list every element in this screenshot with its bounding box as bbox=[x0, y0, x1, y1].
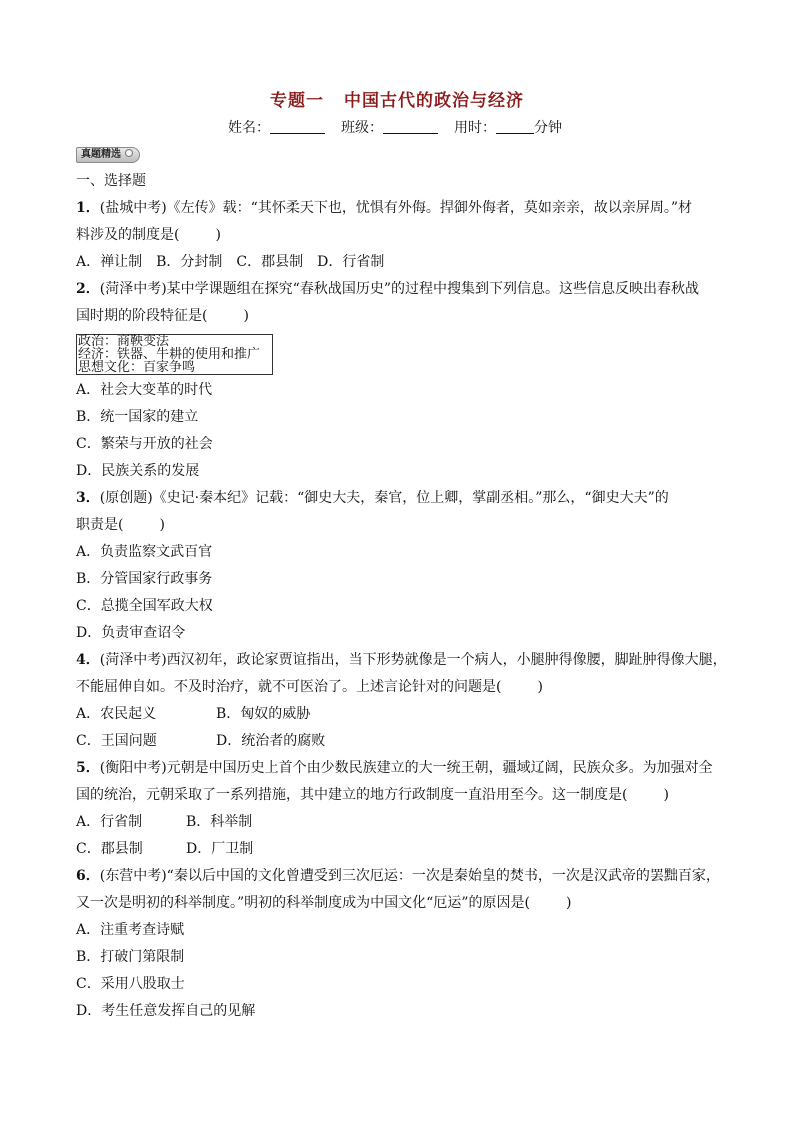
title-topic-number: 专题一 bbox=[270, 91, 324, 111]
question-text: ) bbox=[159, 517, 165, 533]
question-number: 4． bbox=[76, 652, 100, 668]
question-2 bbox=[76, 276, 726, 485]
time-blank[interactable] bbox=[496, 119, 534, 134]
question-text: (菏泽中考)某中学课题组在探究“春秋战国历史”的过程中搜集到下列信息。这些信息反映出春秋战 bbox=[99, 281, 699, 297]
question-text: 又一次是明初的科举制度。”明初的科举制度成为中国文化“厄运”的原因是( bbox=[76, 895, 530, 911]
option-c: C．采用八股取士 bbox=[76, 976, 185, 992]
question-text: (东营中考)“秦以后中国的文化曾遭受到三次厄运：一次是秦始皇的焚书，一次是汉武帝的罢黜百家， bbox=[99, 868, 720, 884]
option-row: A．禅让制 B．分封制 C．郡县制 D．行省制 bbox=[76, 254, 385, 270]
option-d: D．民族关系的发展 bbox=[76, 463, 200, 479]
question-number: 3． bbox=[76, 490, 100, 506]
question-number: 5． bbox=[76, 760, 100, 776]
info-box-line: 经济：铁器、牛耕的使用和推广 bbox=[78, 347, 261, 362]
question-text: (盐城中考)《左传》载：“其怀柔天下也，忧惧有外侮。捍御外侮者，莫如亲亲，故以亲屏周。”材 bbox=[99, 200, 692, 216]
class-blank[interactable] bbox=[383, 119, 438, 134]
badge-circle-icon bbox=[125, 149, 133, 157]
question-5 bbox=[76, 755, 726, 863]
question-number: 2． bbox=[76, 281, 100, 297]
option-d: D．考生任意发挥自己的见解 bbox=[76, 1003, 256, 1019]
question-text: 职责是( bbox=[76, 517, 124, 533]
option-b: B．打破门第限制 bbox=[76, 949, 185, 965]
question-text: ) bbox=[243, 308, 249, 324]
student-info-line bbox=[228, 117, 562, 137]
section-heading: 一、选择题 bbox=[76, 173, 146, 189]
option-a: A．农民起义 bbox=[76, 706, 157, 722]
question-text: (原创题)《史记·秦本纪》记载：“御史大夫，秦官，位上卿，掌副丞相。”那么，“御史大夫”的 bbox=[99, 490, 669, 506]
class-label: 班级： bbox=[341, 120, 383, 136]
question-text: (菏泽中考)西汉初年，政论家贾谊指出，当下形势就像是一个病人，小腿肿得像腰，脚趾肿得像大腿， bbox=[99, 652, 727, 668]
option-d: D．统治者的腐败 bbox=[216, 733, 326, 749]
name-label: 姓名： bbox=[228, 120, 270, 136]
info-box bbox=[76, 334, 273, 375]
option-d: D．厂卫制 bbox=[186, 841, 254, 857]
option-c: C．郡县制 bbox=[76, 841, 143, 857]
section-badge bbox=[76, 147, 140, 163]
question-1 bbox=[76, 195, 726, 276]
option-a: A．负责监察文武百官 bbox=[76, 544, 213, 560]
question-text: (衡阳中考)元朝是中国历史上首个由少数民族建立的大一统王朝，疆域辽阔，民族众多。为加强对全 bbox=[99, 760, 713, 776]
question-text: ) bbox=[537, 679, 543, 695]
question-text: 国的统治，元朝采取了一系列措施，其中建立的地方行政制度一直沿用至今。这一制度是( bbox=[76, 787, 628, 803]
option-a: A．注重考查诗赋 bbox=[76, 922, 185, 938]
question-text: ) bbox=[663, 787, 669, 803]
time-unit: 分钟 bbox=[534, 120, 562, 136]
option-c: C．总揽全国军政大权 bbox=[76, 598, 213, 614]
question-text: 料涉及的制度是( bbox=[76, 227, 180, 243]
option-a: A．社会大变革的时代 bbox=[76, 382, 213, 398]
option-b: B．匈奴的威胁 bbox=[216, 706, 311, 722]
name-blank[interactable] bbox=[270, 119, 325, 134]
option-b: B．科举制 bbox=[186, 814, 253, 830]
question-4 bbox=[76, 647, 726, 755]
info-box-line: 思想文化：百家争鸣 bbox=[78, 360, 196, 375]
option-a: A．行省制 bbox=[76, 814, 143, 830]
question-text: ) bbox=[215, 227, 221, 243]
option-b: B．分管国家行政事务 bbox=[76, 571, 213, 587]
info-box-line: 政治：商鞅变法 bbox=[78, 334, 170, 349]
option-c: C．繁荣与开放的社会 bbox=[76, 436, 213, 452]
page-title bbox=[0, 86, 794, 111]
question-number: 1． bbox=[76, 200, 100, 216]
option-c: C．王国问题 bbox=[76, 733, 157, 749]
question-6 bbox=[76, 863, 726, 1025]
time-label: 用时： bbox=[454, 120, 496, 136]
option-d: D．负责审查诏令 bbox=[76, 625, 186, 641]
question-text: ) bbox=[565, 895, 572, 911]
question-text: 国时期的阶段特征是( bbox=[76, 308, 208, 324]
title-topic-name: 中国古代的政治与经济 bbox=[344, 91, 524, 111]
question-3 bbox=[76, 485, 726, 647]
question-number: 6． bbox=[76, 868, 100, 884]
question-list bbox=[76, 168, 726, 1025]
question-text: 不能屈伸自如。不及时治疗，就不可医治了。上述言论针对的问题是( bbox=[76, 679, 502, 695]
option-b: B．统一国家的建立 bbox=[76, 409, 199, 425]
badge-label: 真题精选 bbox=[81, 149, 121, 160]
